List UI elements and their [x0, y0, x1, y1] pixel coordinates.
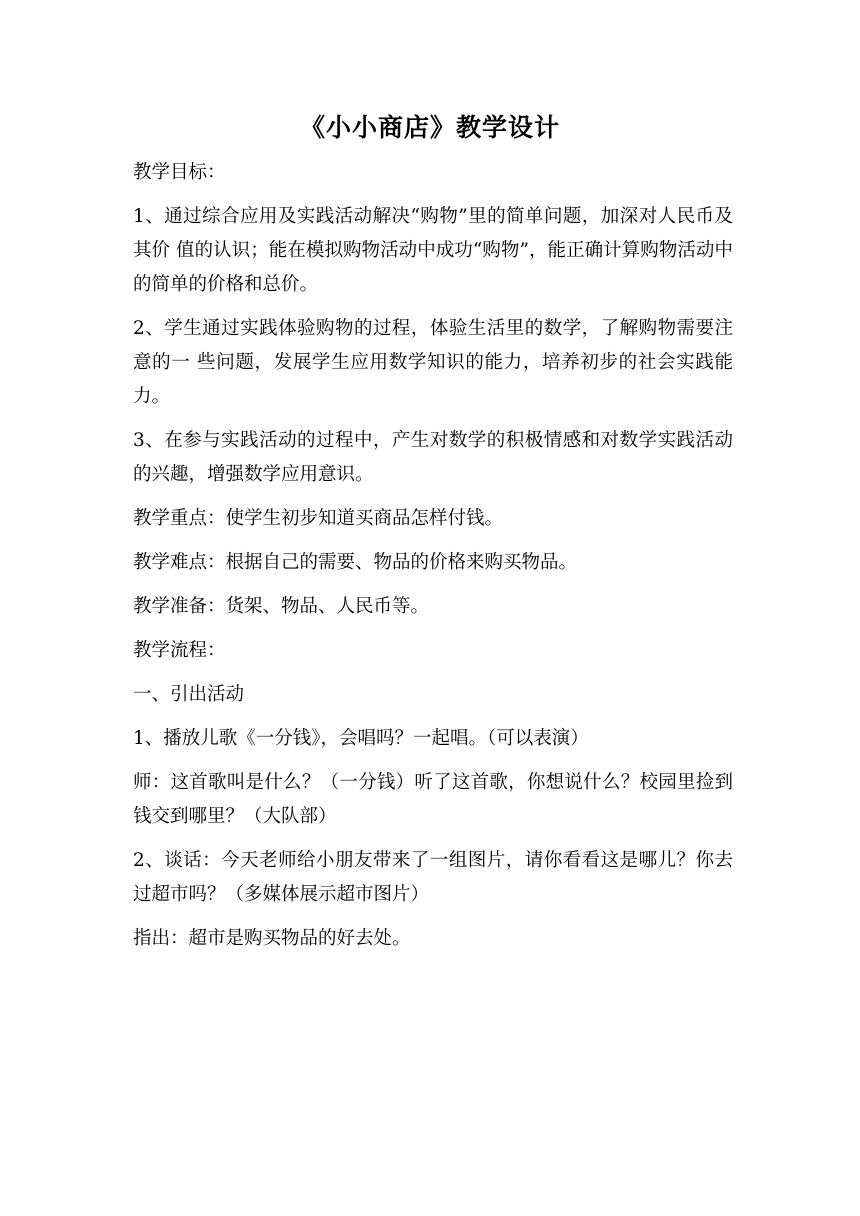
document-title: 《小小商店》教学设计 — [299, 113, 560, 142]
paragraph-teacher-question: 师：这首歌叫是什么？（一分钱）听了这首歌，你想说什么？校园里捡到钱交到哪里？（大队部） — [133, 772, 733, 827]
paragraph-objective-1: 1、通过综合应用及实践活动解决“购物”里的简单问题，加深对人民币及其价 值的认识；能在模拟购物活动中成功“购物”，能正确计算购物活动中的简单的价格和总价。 — [133, 206, 733, 295]
paragraph-step-1: 1、播放儿歌《一分钱》，会唱吗？一起唱。（可以表演） — [133, 728, 589, 749]
paragraph-preparation: 教学准备：货架、物品、人民币等。 — [133, 596, 430, 617]
paragraph-objective-2: 2、学生通过实践体验购物的过程，体验生活里的数学，了解购物需要注意的一 些问题，发展学生应用数学知识的能力，培养初步的社会实践能力。 — [133, 318, 733, 407]
paragraph-conclusion: 指出：超市是购买物品的好去处。 — [133, 928, 411, 949]
paragraph-objectives-heading: 教学目标： — [133, 162, 226, 183]
paragraph-section-1-heading: 一、引出活动 — [133, 684, 245, 705]
paragraph-step-2: 2、谈话：今天老师给小朋友带来了一组图片，请你看看这是哪儿？你去过超市吗？（多媒体展示超市图片） — [133, 850, 733, 905]
paragraph-objective-3: 3、在参与实践活动的过程中，产生对数学的积极情感和对数学实践活动的兴趣，增强数学应用意识。 — [133, 430, 733, 485]
paragraph-key-point: 教学重点：使学生初步知道买商品怎样付钱。 — [133, 508, 504, 529]
document-body — [133, 156, 733, 966]
paragraph-process-heading: 教学流程： — [133, 640, 226, 661]
paragraph-difficulty: 教学难点：根据自己的需要、物品的价格来购买物品。 — [133, 552, 578, 573]
